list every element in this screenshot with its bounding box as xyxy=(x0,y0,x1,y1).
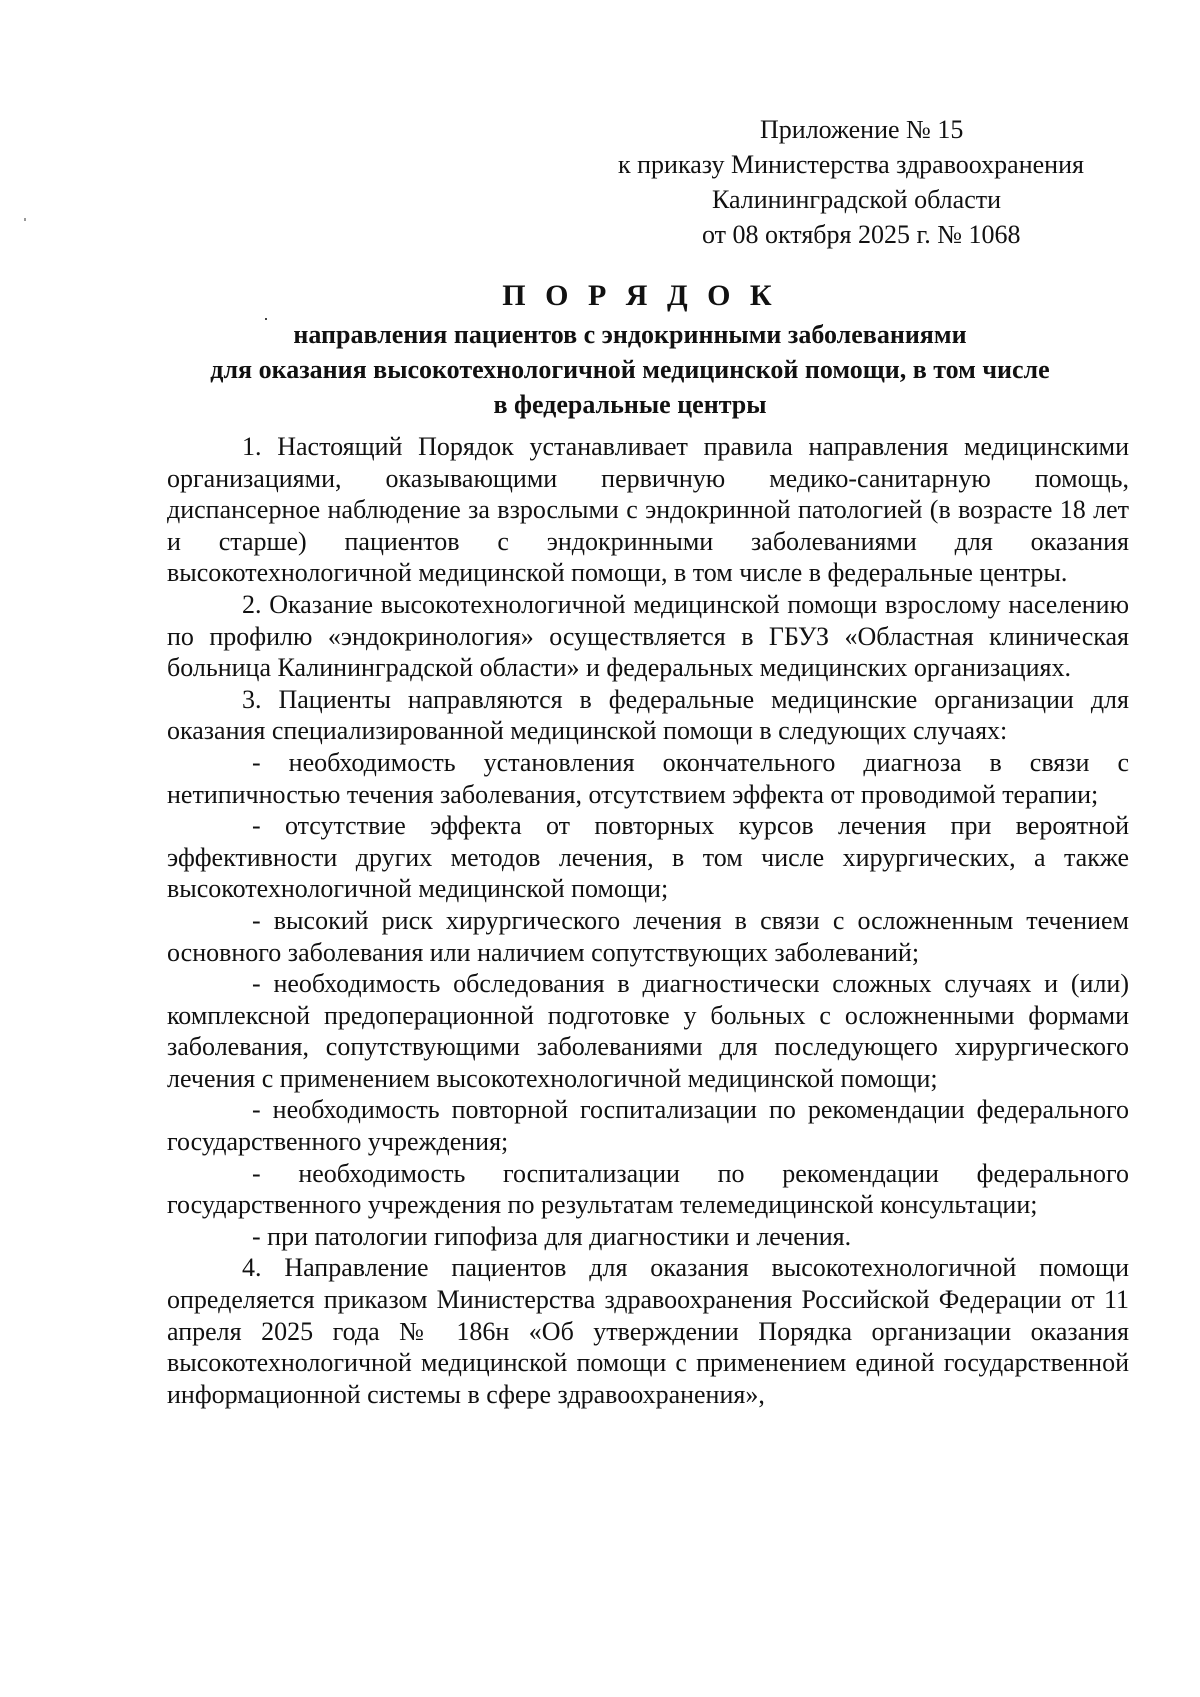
document-body xyxy=(167,431,1129,1410)
paragraph-4: 4. Направление пациентов для оказания высокотехнологичной помощи определяется приказом Министерства здравоохранения Российской Федерации от 11 апреля 2025 года № 186н «Об утверждении Порядка организации оказания высокотехнологичной медицинской помощи с применением единой государственной информационной системы в сфере здравоохранения», xyxy=(167,1253,1129,1409)
document-title: П О Р Я Д О К xyxy=(502,279,778,312)
appendix-region: Калининградской области xyxy=(712,185,1002,214)
document-subtitle xyxy=(150,317,1110,422)
case-item: - необходимость обследования в диагностически сложных случаях и (или) комплексной предоперационной подготовке у больных с осложненными формами заболевания, сопутствующими заболеваниями для последующего хирургического лечения с применением высокотехнологичной медицинской помощи; xyxy=(167,969,1129,1093)
appendix-header xyxy=(0,112,1200,252)
paragraph-3: 3. Пациенты направляются в федеральные медицинские организации для оказания специализированной медицинской помощи в следующих случаях: xyxy=(167,684,1129,746)
paragraph-2: 2. Оказание высокотехнологичной медицинской помощи взрослому населению по профилю «эндокринология» осуществляется в ГБУЗ «Областная клиническая больница Калининградской области» и федеральных медицинских организациях. xyxy=(167,589,1129,683)
case-item: - необходимость повторной госпитализации по рекомендации федерального государственного учреждения; xyxy=(167,1095,1129,1157)
case-item: - необходимость установления окончательного диагноза в связи с нетипичностью течения заболевания, отсутствием эффекта от проводимой терапии; xyxy=(167,747,1129,809)
case-item: - высокий риск хирургического лечения в связи с осложненным течением основного заболевания или наличием сопутствующих заболеваний; xyxy=(167,905,1129,967)
subtitle-line: направления пациентов с эндокринными заболеваниями xyxy=(293,320,967,349)
document-title-block xyxy=(150,276,1110,422)
appendix-date: от 08 октября 2025 г. № 1068 xyxy=(702,220,1021,249)
case-item: - отсутствие эффекта от повторных курсов лечения при вероятной эффективности других методов лечения, в том числе хирургических, а также высокотехнологичной медицинской помощи; xyxy=(167,811,1129,904)
subtitle-line: для оказания высокотехнологичной медицинской помощи, в том числе xyxy=(210,355,1050,384)
appendix-order-ref: к приказу Министерства здравоохранения xyxy=(618,150,1084,179)
case-item: - необходимость госпитализации по рекомендации федерального государственного учреждения по результатам телемедицинской консультации; xyxy=(167,1158,1129,1220)
paragraph-1: 1. Настоящий Порядок устанавливает правила направления медицинскими организациями, оказывающими первичную медико-санитарную помощь, диспансерное наблюдение за взрослыми с эндокринной патологией (в возрасте 18 лет и старше) пациентов с эндокринными заболеваниями для оказания высокотехнологичной медицинской помощи, в том числе в федеральные центры. xyxy=(167,432,1129,588)
case-item: - при патологии гипофиза для диагностики и лечения. xyxy=(252,1221,852,1251)
appendix-number: Приложение № 15 xyxy=(760,115,964,144)
subtitle-line: в федеральные центры xyxy=(493,390,767,419)
